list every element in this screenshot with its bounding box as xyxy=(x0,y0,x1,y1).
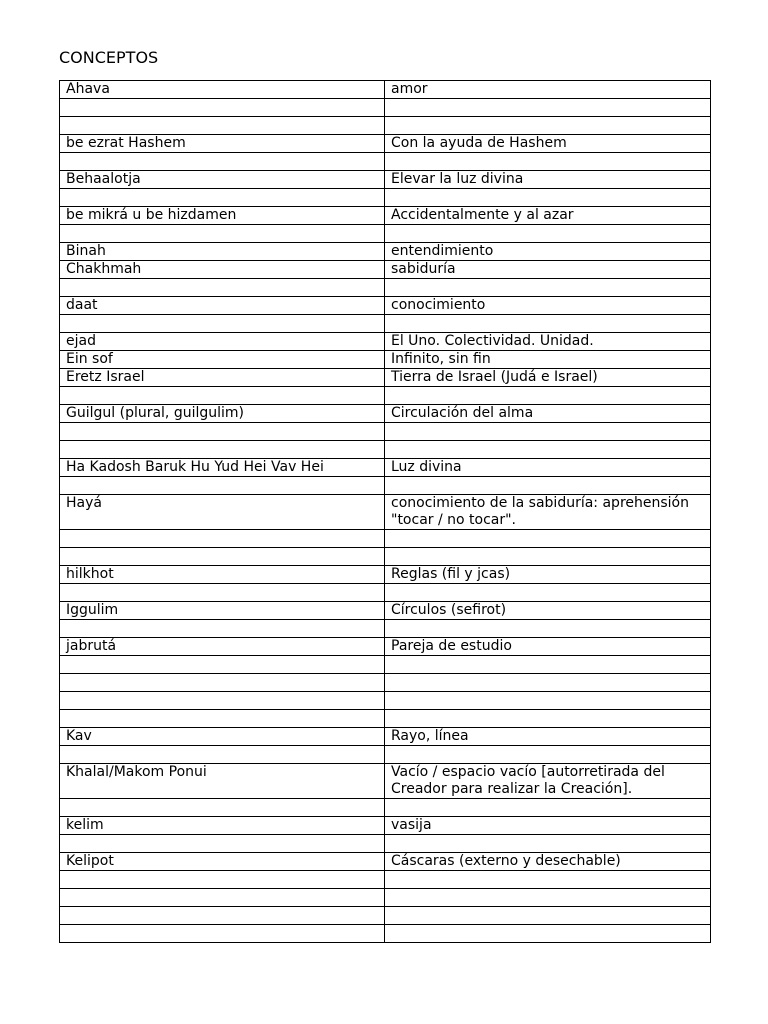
table-row xyxy=(60,243,711,261)
term-cell xyxy=(60,387,385,405)
term-cell: Ha Kadosh Baruk Hu Yud Hei Vav Hei xyxy=(60,459,385,477)
table-row xyxy=(60,279,711,297)
meaning-cell xyxy=(385,584,711,602)
term-cell xyxy=(60,889,385,907)
meaning-cell: entendimiento xyxy=(385,243,711,261)
table-row xyxy=(60,853,711,871)
table-row xyxy=(60,764,711,799)
meaning-cell xyxy=(385,746,711,764)
table-row xyxy=(60,710,711,728)
meaning-cell xyxy=(385,279,711,297)
meaning-cell xyxy=(385,692,711,710)
meaning-cell xyxy=(385,674,711,692)
meaning-cell: conocimiento xyxy=(385,297,711,315)
table-row xyxy=(60,674,711,692)
term-cell xyxy=(60,746,385,764)
table-row xyxy=(60,638,711,656)
term-cell xyxy=(60,477,385,495)
table-row xyxy=(60,746,711,764)
term-cell: be ezrat Hashem xyxy=(60,135,385,153)
term-cell xyxy=(60,871,385,889)
table-row xyxy=(60,207,711,225)
table-row xyxy=(60,171,711,189)
term-cell xyxy=(60,925,385,943)
term-cell xyxy=(60,225,385,243)
term-cell xyxy=(60,189,385,207)
meaning-cell: Circulación del alma xyxy=(385,405,711,423)
meaning-cell: Pareja de estudio xyxy=(385,638,711,656)
table-row xyxy=(60,423,711,441)
table-row xyxy=(60,459,711,477)
meaning-cell xyxy=(385,225,711,243)
term-cell: Iggulim xyxy=(60,602,385,620)
term-cell xyxy=(60,584,385,602)
meaning-cell xyxy=(385,423,711,441)
meaning-cell: Vacío / espacio vacío [autorretirada del Creador para realizar la Creación]. xyxy=(385,764,711,799)
table-row xyxy=(60,656,711,674)
meaning-cell xyxy=(385,117,711,135)
meaning-cell xyxy=(385,925,711,943)
meaning-cell: sabiduría xyxy=(385,261,711,279)
meaning-cell xyxy=(385,153,711,171)
term-cell xyxy=(60,279,385,297)
term-cell: Kelipot xyxy=(60,853,385,871)
table-row xyxy=(60,351,711,369)
term-cell: jabrutá xyxy=(60,638,385,656)
table-row xyxy=(60,117,711,135)
term-cell: Kav xyxy=(60,728,385,746)
table-row xyxy=(60,99,711,117)
meaning-cell xyxy=(385,799,711,817)
meaning-cell xyxy=(385,889,711,907)
meaning-cell: conocimiento de la sabiduría: aprehensión "tocar / no tocar". xyxy=(385,495,711,530)
term-cell: Behaalotja xyxy=(60,171,385,189)
meaning-cell: Elevar la luz divina xyxy=(385,171,711,189)
table-row xyxy=(60,405,711,423)
table-row xyxy=(60,889,711,907)
term-cell: Ein sof xyxy=(60,351,385,369)
term-cell: Eretz Israel xyxy=(60,369,385,387)
term-cell: be mikrá u be hizdamen xyxy=(60,207,385,225)
meaning-cell: Rayo, línea xyxy=(385,728,711,746)
term-cell xyxy=(60,835,385,853)
table-row xyxy=(60,871,711,889)
term-cell xyxy=(60,799,385,817)
table-row xyxy=(60,799,711,817)
meaning-cell xyxy=(385,710,711,728)
term-cell xyxy=(60,656,385,674)
table-row xyxy=(60,835,711,853)
meaning-cell xyxy=(385,477,711,495)
meaning-cell xyxy=(385,620,711,638)
table-row xyxy=(60,189,711,207)
table-row xyxy=(60,548,711,566)
table-row xyxy=(60,925,711,943)
term-cell xyxy=(60,674,385,692)
table-row xyxy=(60,441,711,459)
meaning-cell: Con la ayuda de Hashem xyxy=(385,135,711,153)
term-cell xyxy=(60,441,385,459)
meaning-cell: Accidentalmente y al azar xyxy=(385,207,711,225)
table-row xyxy=(60,81,711,99)
concepts-table xyxy=(59,80,711,943)
meaning-cell xyxy=(385,871,711,889)
table-row xyxy=(60,135,711,153)
table-row xyxy=(60,907,711,925)
meaning-cell xyxy=(385,548,711,566)
term-cell xyxy=(60,907,385,925)
table-row xyxy=(60,602,711,620)
meaning-cell xyxy=(385,441,711,459)
table-row xyxy=(60,584,711,602)
table-row xyxy=(60,620,711,638)
term-cell xyxy=(60,710,385,728)
term-cell xyxy=(60,548,385,566)
table-row xyxy=(60,387,711,405)
meaning-cell: amor xyxy=(385,81,711,99)
table-row xyxy=(60,566,711,584)
term-cell: Ahava xyxy=(60,81,385,99)
meaning-cell: Tierra de Israel (Judá e Israel) xyxy=(385,369,711,387)
table-row xyxy=(60,153,711,171)
term-cell: Guilgul (plural, guilgulim) xyxy=(60,405,385,423)
meaning-cell: Reglas (fil y jcas) xyxy=(385,566,711,584)
table-row xyxy=(60,495,711,530)
table-row xyxy=(60,728,711,746)
meaning-cell: Luz divina xyxy=(385,459,711,477)
table-row xyxy=(60,530,711,548)
term-cell: Chakhmah xyxy=(60,261,385,279)
term-cell xyxy=(60,99,385,117)
meaning-cell xyxy=(385,907,711,925)
term-cell xyxy=(60,423,385,441)
term-cell xyxy=(60,530,385,548)
table-row xyxy=(60,315,711,333)
meaning-cell xyxy=(385,315,711,333)
term-cell: kelim xyxy=(60,817,385,835)
meaning-cell xyxy=(385,656,711,674)
term-cell: Hayá xyxy=(60,495,385,530)
meaning-cell: vasija xyxy=(385,817,711,835)
meaning-cell: Infinito, sin fin xyxy=(385,351,711,369)
table-row xyxy=(60,692,711,710)
meaning-cell: El Uno. Colectividad. Unidad. xyxy=(385,333,711,351)
table-row xyxy=(60,369,711,387)
meaning-cell: Cáscaras (externo y desechable) xyxy=(385,853,711,871)
meaning-cell xyxy=(385,835,711,853)
table-row xyxy=(60,261,711,279)
term-cell xyxy=(60,153,385,171)
term-cell: ejad xyxy=(60,333,385,351)
term-cell xyxy=(60,692,385,710)
concepts-table-body xyxy=(60,81,711,943)
meaning-cell xyxy=(385,387,711,405)
meaning-cell xyxy=(385,530,711,548)
table-row xyxy=(60,333,711,351)
table-row xyxy=(60,297,711,315)
table-row xyxy=(60,225,711,243)
term-cell: hilkhot xyxy=(60,566,385,584)
term-cell xyxy=(60,620,385,638)
term-cell: Binah xyxy=(60,243,385,261)
meaning-cell: Círculos (sefirot) xyxy=(385,602,711,620)
table-row xyxy=(60,477,711,495)
page-title: CONCEPTOS xyxy=(59,48,159,67)
term-cell xyxy=(60,315,385,333)
table-row xyxy=(60,817,711,835)
meaning-cell xyxy=(385,99,711,117)
term-cell xyxy=(60,117,385,135)
term-cell: Khalal/Makom Ponui xyxy=(60,764,385,799)
meaning-cell xyxy=(385,189,711,207)
term-cell: daat xyxy=(60,297,385,315)
